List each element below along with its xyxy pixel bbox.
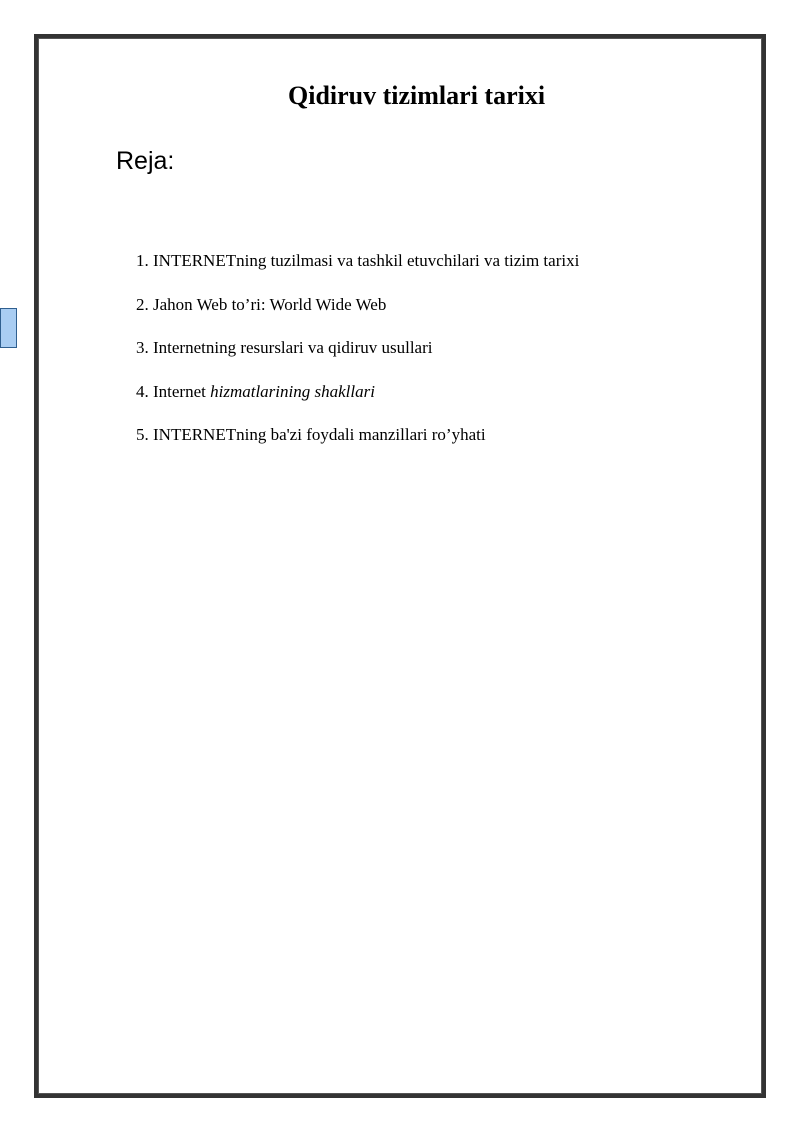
plan-heading: Reja:	[116, 147, 175, 175]
plan-item	[136, 294, 579, 316]
plan-item	[136, 337, 579, 359]
plan-item-text: Jahon Web to’ri: World Wide Web	[153, 294, 387, 314]
page-anchor-marker[interactable]	[0, 308, 17, 348]
plan-item-number: 5.	[136, 425, 149, 444]
plan-item-text: Internet	[153, 381, 206, 401]
document-title: Qidiruv tizimlari tarixi	[288, 81, 546, 110]
plan-item	[136, 424, 579, 446]
plan-list	[136, 250, 579, 468]
plan-item-number: 2.	[136, 294, 149, 314]
plan-item-number: 3.	[136, 338, 149, 357]
plan-item-number: 1.	[136, 251, 153, 270]
document-page	[34, 34, 766, 1098]
plan-item	[136, 250, 579, 272]
plan-item-text: INTERNETning tuzilmasi va tashkil etuvchilari va tizim tarixi	[153, 251, 580, 270]
plan-item-number: 4.	[136, 381, 149, 401]
plan-item-emphasis: hizmatlarining shakllari	[210, 381, 375, 401]
plan-item-text: INTERNETning ba'zi foydali manzillari ro’yhati	[153, 425, 486, 444]
plan-item-text: Internetning resurslari va qidiruv usullari	[153, 338, 433, 357]
plan-item	[136, 381, 579, 403]
